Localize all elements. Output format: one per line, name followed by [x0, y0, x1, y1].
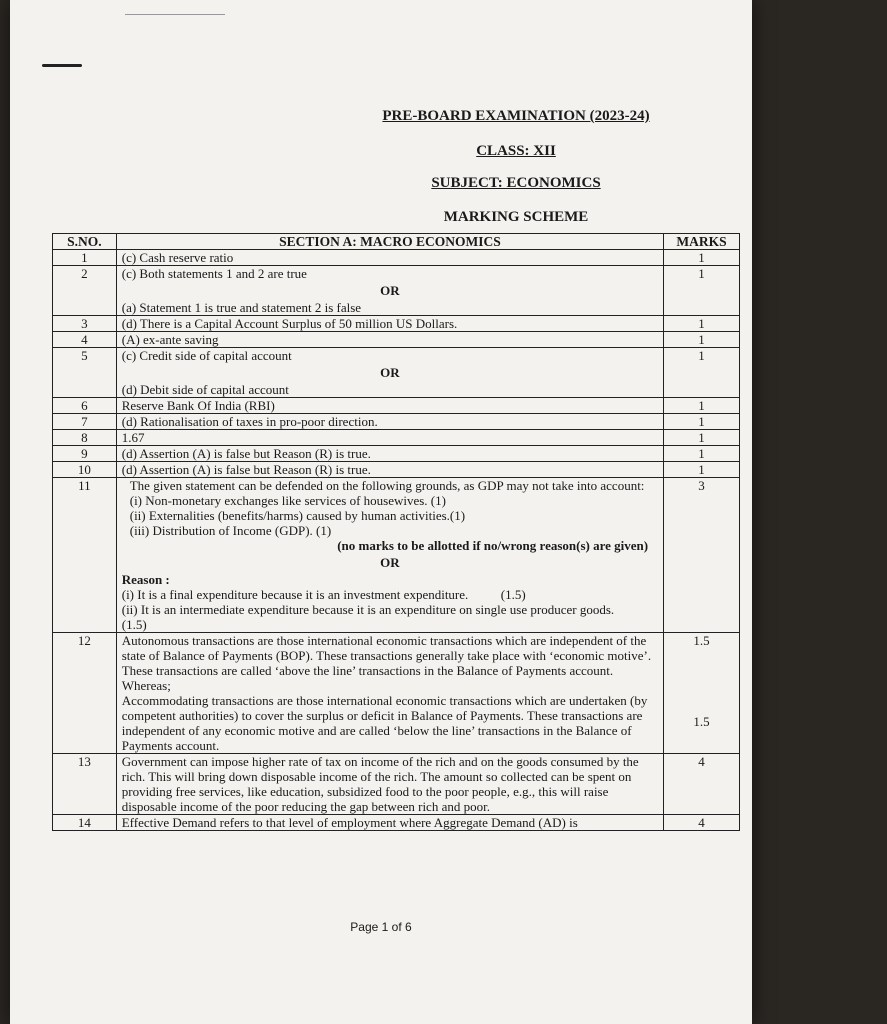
- row-marks: 1: [664, 430, 740, 446]
- row-answer: (d) Assertion (A) is false but Reason (R) is true.: [116, 446, 663, 462]
- row-answer: (d) There is a Capital Account Surplus of 50 million US Dollars.: [116, 316, 663, 332]
- exam-title: PRE-BOARD EXAMINATION (2023-24): [382, 108, 650, 124]
- row-answer: Reserve Bank Of India (RBI): [116, 398, 663, 414]
- or-label: OR: [380, 555, 400, 570]
- row-answer: [116, 633, 663, 754]
- paper-sheet: [10, 0, 819, 1024]
- row-answer: (A) ex-ante saving: [116, 332, 663, 348]
- answer-text-alt: (a) Statement 1 is true and statement 2 is false: [121, 300, 362, 315]
- reason-point: (i) It is a final expenditure because it is an investment expenditure. (1.5): [121, 587, 526, 602]
- answer-paragraph: Autonomous transactions are those international economic transactions which are independent of the state of Balance of Payments (BOP). These transactions generally take place with ‘economic motive’. These transactions are called ‘above the line’ transactions in the Balance of Payments account.: [121, 633, 652, 678]
- scheme-heading: MARKING SCHEME: [443, 209, 589, 225]
- row-sno: 7: [53, 414, 117, 430]
- marking-table: [52, 233, 819, 831]
- row-marks: 1: [664, 250, 740, 266]
- row-marks: 3: [664, 478, 740, 633]
- table-row: [53, 266, 740, 316]
- table-row: [53, 414, 740, 430]
- marks-b: 1.5: [693, 714, 710, 729]
- col-marks-header: MARKS: [664, 234, 740, 250]
- row-marks: 1: [664, 348, 740, 398]
- table-row: [53, 332, 740, 348]
- row-sno: 9: [53, 446, 117, 462]
- answer-text: (c) Both statements 1 and 2 are true: [121, 266, 307, 281]
- class-heading: CLASS: XII: [476, 143, 556, 159]
- col-section-header: SECTION A: MACRO ECONOMICS: [116, 234, 663, 250]
- table-row: [53, 316, 740, 332]
- row-marks: 4: [664, 815, 740, 831]
- row-answer: 1.67: [116, 430, 663, 446]
- pen-mark: [42, 64, 82, 67]
- row-answer: [116, 348, 663, 398]
- answer-intro: The given statement can be defended on the following grounds, as GDP may not take into account:: [129, 478, 645, 493]
- row-answer: [116, 266, 663, 316]
- row-sno: 4: [53, 332, 117, 348]
- reason-heading: Reason :: [121, 572, 170, 587]
- row-answer: (d) Rationalisation of taxes in pro-poor direction.: [116, 414, 663, 430]
- row-marks: 4: [664, 754, 740, 815]
- row-sno: 11: [53, 478, 117, 633]
- table-row: [53, 462, 740, 478]
- marking-note: (no marks to be allotted if no/wrong reason(s) are given): [337, 538, 649, 553]
- row-sno: 13: [53, 754, 117, 815]
- answer-text: (c) Credit side of capital account: [121, 348, 292, 363]
- whereas-label: Whereas;: [121, 678, 171, 693]
- table-row: [53, 398, 740, 414]
- table-row: [53, 446, 740, 462]
- answer-paragraph: Accommodating transactions are those international economic transactions which are undertaken (by competent authorities) to cover the surplus or deficit in Balance of Payments. These transactions are independent of any economic motive and are called ‘below the line’ transactions in the Balance of Payments account.: [121, 693, 648, 753]
- row-sno: 14: [53, 815, 117, 831]
- subject-heading: SUBJECT: ECONOMICS: [431, 175, 601, 191]
- row-sno: 1: [53, 250, 117, 266]
- answer-point: (i) Non-monetary exchanges like services of housewives. (1): [129, 493, 446, 508]
- top-rule: [125, 14, 225, 15]
- row-sno: 3: [53, 316, 117, 332]
- row-answer: Government can impose higher rate of tax on income of the rich and on the goods consumed by the rich. This will bring down disposable income of the rich. The amount so collected can be spent on providing free services, like education, subsidized food to the poor people, e.g., this will raise disposable income of the poor reducing the gap between rich and poor.: [116, 754, 663, 815]
- row-marks: 1: [664, 266, 740, 316]
- row-marks: 1: [664, 316, 740, 332]
- row-answer: (c) Cash reserve ratio: [116, 250, 663, 266]
- row-sno: 2: [53, 266, 117, 316]
- table-row: [53, 430, 740, 446]
- answer-point: (iii) Distribution of Income (GDP). (1): [129, 523, 332, 538]
- table-row: [53, 250, 740, 266]
- marks-a: 1.5: [693, 633, 710, 648]
- row-marks: 1: [664, 462, 740, 478]
- row-sno: 6: [53, 398, 117, 414]
- table-row: [53, 754, 740, 815]
- page-number: Page 1 of 6: [350, 920, 412, 934]
- table-row: [53, 815, 740, 831]
- row-marks: [664, 633, 740, 754]
- row-sno: 10: [53, 462, 117, 478]
- or-label: OR: [380, 365, 400, 380]
- row-sno: 8: [53, 430, 117, 446]
- row-marks: 1: [664, 398, 740, 414]
- row-sno: 12: [53, 633, 117, 754]
- answer-point: (ii) Externalities (benefits/harms) caused by human activities.(1): [129, 508, 466, 523]
- table-row: [53, 633, 740, 754]
- row-sno: 5: [53, 348, 117, 398]
- row-answer: [116, 478, 819, 633]
- row-answer: Effective Demand refers to that level of employment where Aggregate Demand (AD) is: [116, 815, 663, 831]
- table-row: [53, 348, 740, 398]
- answer-text-alt: (d) Debit side of capital account: [121, 382, 289, 397]
- or-label: OR: [380, 283, 400, 298]
- row-marks: 1: [664, 332, 740, 348]
- row-marks: 1: [664, 446, 740, 462]
- row-answer: (d) Assertion (A) is false but Reason (R) is true.: [116, 462, 663, 478]
- reason-point: (ii) It is an intermediate expenditure because it is an expenditure on single use producer goods. (1.5): [121, 602, 819, 632]
- table-header-row: [53, 234, 740, 250]
- row-marks: 1: [664, 414, 740, 430]
- table-row: [53, 478, 740, 633]
- col-sno-header: S.NO.: [53, 234, 117, 250]
